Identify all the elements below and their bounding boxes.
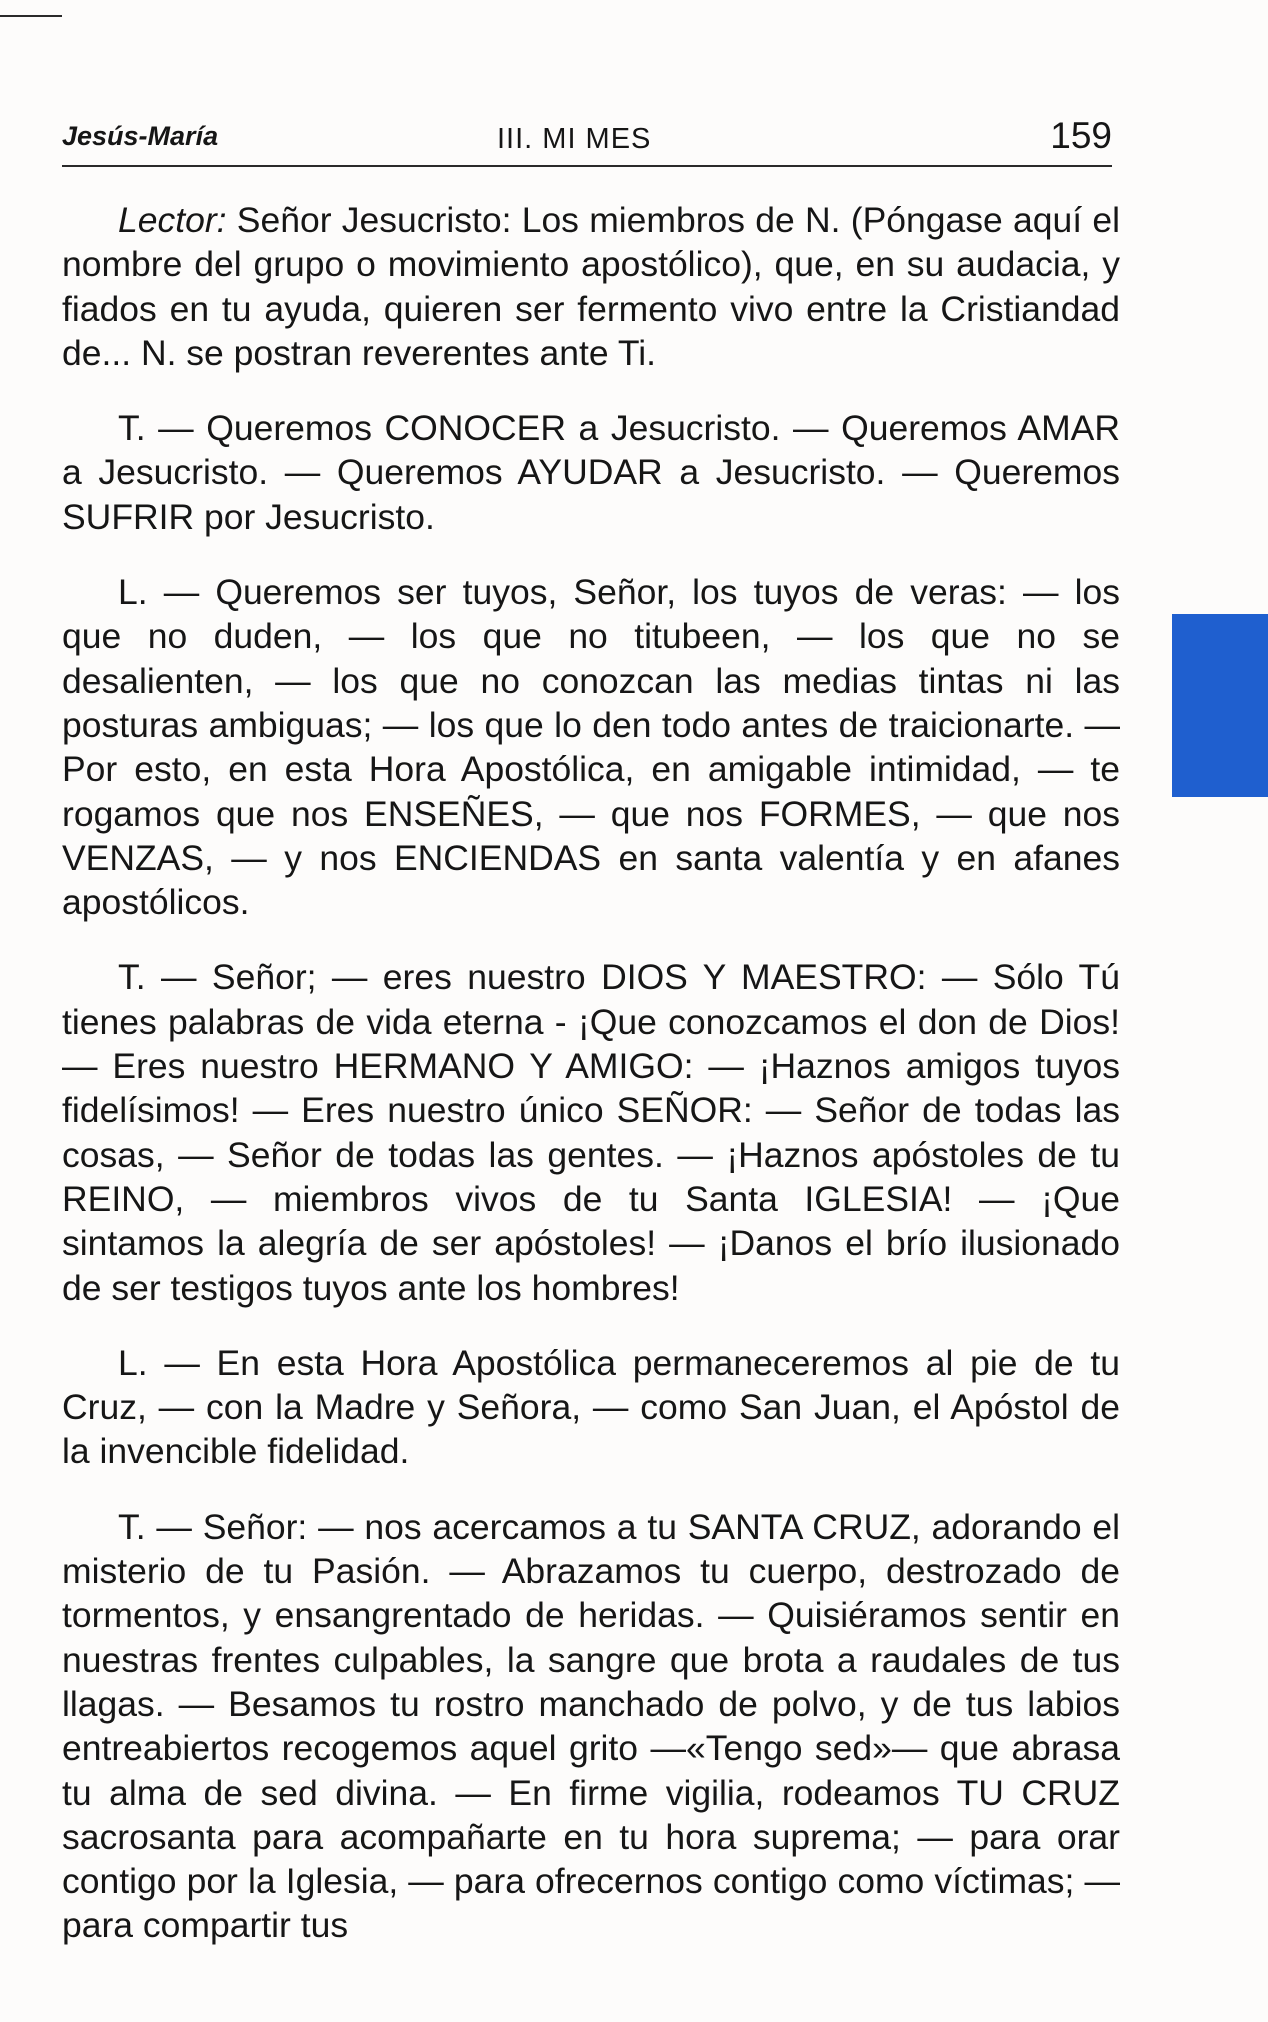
paragraph-text: Señor Jesucristo: Los miembros de N. (Póngase aquí el nombre del grupo o movimiento apostólico), que, en su audacia, y fiados en tu ayuda, quieren ser fermento vivo entre la Cristiandad de... N. se postran reverentes ante Ti. (62, 200, 1120, 373)
paragraph-6 (62, 1505, 1120, 1948)
running-head (62, 115, 1112, 167)
page-number: 159 (1050, 115, 1112, 156)
thumb-index-tab (1172, 614, 1268, 797)
paragraph-text: T. — Señor: — nos acercamos a tu SANTA CRUZ, adorando el misterio de tu Pasión. — Abrazamos tu cuerpo, destrozado de tormentos, y ensangrentado de heridas. — Quisiéramos sentir en nuestras frentes culpables, la sangre que brota a raudales de tus llagas. — Besamos tu rostro manchado de polvo, y de tus labios entreabiertos recogemos aquel grito —«Tengo sed»— que abrasa tu alma de sed divina. — En firme vigilia, rodeamos TU CRUZ sacrosanta para acompañarte en tu hora suprema; — para orar contigo por la Iglesia, — para ofrecernos contigo como víctimas; — para compartir tus (62, 1506, 1120, 1946)
body-text (62, 198, 1120, 1979)
paragraph-4 (62, 955, 1120, 1309)
paragraph-3 (62, 570, 1120, 924)
paragraph-text: L. — En esta Hora Apostólica permaneceremos al pie de tu Cruz, — con la Madre y Señora, — como San Juan, el Apóstol de la invencible fidelidad. (62, 1342, 1120, 1472)
corner-rule (0, 15, 62, 17)
paragraph-text: L. — Queremos ser tuyos, Señor, los tuyos de veras: — los que no duden, — los que no titubeen, — los que no se desalienten, — los que no conozcan las medias tintas ni las posturas ambiguas; — los que lo den todo antes de traicionarte. — Por esto, en esta Hora Apostólica, en amigable intimidad, — te rogamos que nos ENSEÑES, — que nos FORMES, — que nos VENZAS, — y nos ENCIENDAS en santa valentía y en afanes apostólicos. (62, 572, 1120, 923)
header-author: Jesús-María (62, 121, 219, 151)
paragraph-5 (62, 1341, 1120, 1474)
paragraph-text: T. — Queremos CONOCER a Jesucristo. — Queremos AMAR a Jesucristo. — Queremos AYUDAR a Jesucristo. — Queremos SUFRIR por Jesucristo. (62, 408, 1120, 537)
speaker-label: Lector: (118, 200, 227, 240)
header-section: III. MI MES (497, 123, 652, 155)
paragraph-1 (62, 198, 1120, 375)
paragraph-text: T. — Señor; — eres nuestro DIOS Y MAESTRO: — Sólo Tú tienes palabras de vida eterna - ¡Que conozcamos el don de Dios! — Eres nuestro HERMANO Y AMIGO: — ¡Haznos amigos tuyos fidelísimos! — Eres nuestro único SEÑOR: — Señor de todas las cosas, — Señor de todas las gentes. — ¡Haznos apóstoles de tu REINO, — miembros vivos de tu Santa IGLESIA! — ¡Que sintamos la alegría de ser apóstoles! — ¡Danos el brío ilusionado de ser testigos tuyos ante los hombres! (62, 957, 1120, 1308)
paragraph-2 (62, 406, 1120, 539)
